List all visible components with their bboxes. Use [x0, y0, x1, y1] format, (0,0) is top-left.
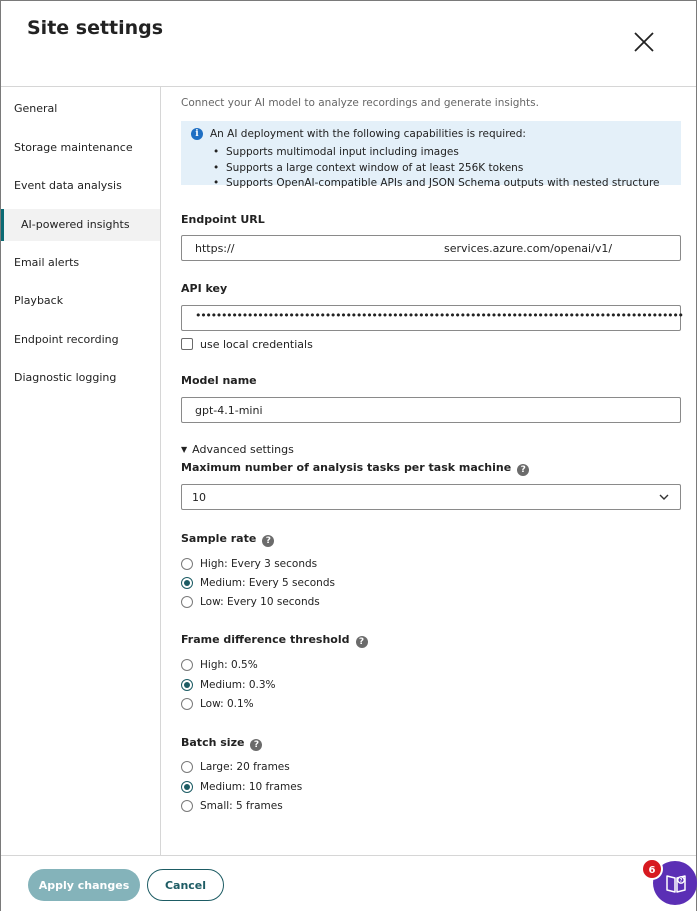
max-tasks-label-text: Maximum number of analysis tasks per task machine [181, 461, 512, 474]
intro-text: Connect your AI model to analyze recordings and generate insights. [181, 97, 539, 109]
radio-label: High: Every 3 seconds [200, 558, 318, 570]
radio-button[interactable] [181, 596, 193, 608]
radio-button[interactable] [181, 679, 193, 691]
help-icon[interactable]: ? [262, 535, 274, 547]
api-key-masked-value: •••••••••••••••••••••••••••••••••••••••••••••••••••••••••••••••••••••••••••••••••••••••••••••• [195, 309, 683, 322]
max-tasks-select[interactable] [181, 484, 681, 510]
sample-rate-option-high[interactable] [181, 557, 317, 571]
sidebar-item-ai-powered-insights[interactable]: AI-powered insights [1, 209, 160, 241]
model-name-label: Model name [181, 374, 257, 387]
list-item: • Supports multimodal input including images [213, 145, 660, 161]
apply-changes-button[interactable]: Apply changes [28, 869, 140, 901]
dialog-header [1, 1, 696, 87]
radio-button[interactable] [181, 659, 193, 671]
advanced-settings-label: Advanced settings [192, 443, 294, 456]
frame-threshold-label-text: Frame difference threshold [181, 633, 350, 646]
frame-threshold-option-medium[interactable] [181, 678, 276, 692]
use-local-credentials-checkbox[interactable] [181, 338, 193, 350]
svg-text:?: ? [679, 879, 683, 884]
batch-size-label [181, 736, 262, 751]
endpoint-url-prefix: https:// [195, 242, 235, 255]
list-item: • Supports a large context window of at least 256K tokens [213, 161, 660, 177]
radio-button[interactable] [181, 558, 193, 570]
api-key-label: API key [181, 282, 228, 295]
max-tasks-label [181, 461, 529, 476]
help-icon[interactable]: ? [517, 464, 529, 476]
sample-rate-option-low[interactable] [181, 595, 320, 609]
radio-label: Medium: 0.3% [200, 679, 276, 691]
max-tasks-value: 10 [192, 491, 206, 504]
sidebar-item-storage-maintenance[interactable]: Storage maintenance [14, 141, 133, 154]
radio-button[interactable] [181, 781, 193, 793]
batch-size-option-small[interactable] [181, 799, 283, 813]
list-item: • Supports OpenAI-compatible APIs and JSON Schema outputs with nested structure [213, 176, 660, 192]
model-name-field[interactable] [181, 397, 681, 423]
use-local-credentials-label: use local credentials [200, 337, 313, 351]
batch-size-label-text: Batch size [181, 736, 245, 749]
frame-threshold-label [181, 633, 368, 648]
help-icon[interactable]: ? [356, 636, 368, 648]
settings-sidebar [1, 87, 161, 855]
endpoint-url-field[interactable] [181, 235, 681, 261]
radio-label: Small: 5 frames [200, 800, 283, 812]
radio-label: Medium: Every 5 seconds [200, 577, 335, 589]
radio-label: Medium: 10 frames [200, 781, 303, 793]
dialog-footer [1, 855, 696, 911]
radio-button[interactable] [181, 800, 193, 812]
sidebar-item-event-data-analysis[interactable]: Event data analysis [14, 179, 122, 192]
notification-badge: 6 [641, 858, 663, 880]
help-center-button[interactable] [648, 861, 697, 905]
endpoint-url-suffix: services.azure.com/openai/v1/ [444, 242, 613, 255]
close-icon [630, 28, 658, 56]
sample-rate-option-medium[interactable] [181, 576, 335, 590]
frame-threshold-option-low[interactable] [181, 697, 254, 711]
sidebar-item-general[interactable]: General [14, 102, 58, 115]
radio-label: High: 0.5% [200, 659, 258, 671]
help-icon[interactable]: ? [250, 739, 262, 751]
batch-size-option-medium[interactable] [181, 780, 302, 794]
requirements-info-box [181, 121, 681, 189]
endpoint-url-label: Endpoint URL [181, 213, 265, 226]
radio-label: Low: 0.1% [200, 698, 254, 710]
sidebar-item-playback[interactable]: Playback [14, 294, 64, 307]
requirements-list [213, 145, 660, 192]
sidebar-item-diagnostic-logging[interactable]: Diagnostic logging [14, 371, 117, 384]
chevron-down-icon [659, 493, 669, 501]
radio-button[interactable] [181, 577, 193, 589]
sample-rate-label-text: Sample rate [181, 532, 257, 545]
info-icon: i [191, 128, 203, 140]
radio-button[interactable] [181, 698, 193, 710]
dialog-title: Site settings [27, 17, 164, 39]
api-key-field[interactable] [181, 305, 681, 331]
close-button[interactable] [630, 28, 658, 56]
info-title: An AI deployment with the following capabilities is required: [210, 128, 526, 140]
cancel-button[interactable]: Cancel [147, 869, 224, 901]
sample-rate-label [181, 532, 274, 547]
radio-label: Large: 20 frames [200, 761, 290, 773]
use-local-credentials-checkbox-row[interactable] [181, 337, 313, 351]
radio-button[interactable] [181, 761, 193, 773]
caret-down-icon: ▼ [181, 445, 188, 454]
batch-size-option-large[interactable] [181, 760, 290, 774]
radio-label: Low: Every 10 seconds [200, 596, 320, 608]
book-help-icon [664, 871, 688, 895]
sidebar-item-email-alerts[interactable]: Email alerts [14, 256, 80, 269]
sidebar-item-endpoint-recording[interactable]: Endpoint recording [14, 333, 119, 346]
advanced-settings-toggle[interactable] [181, 443, 294, 456]
frame-threshold-option-high[interactable] [181, 658, 258, 672]
